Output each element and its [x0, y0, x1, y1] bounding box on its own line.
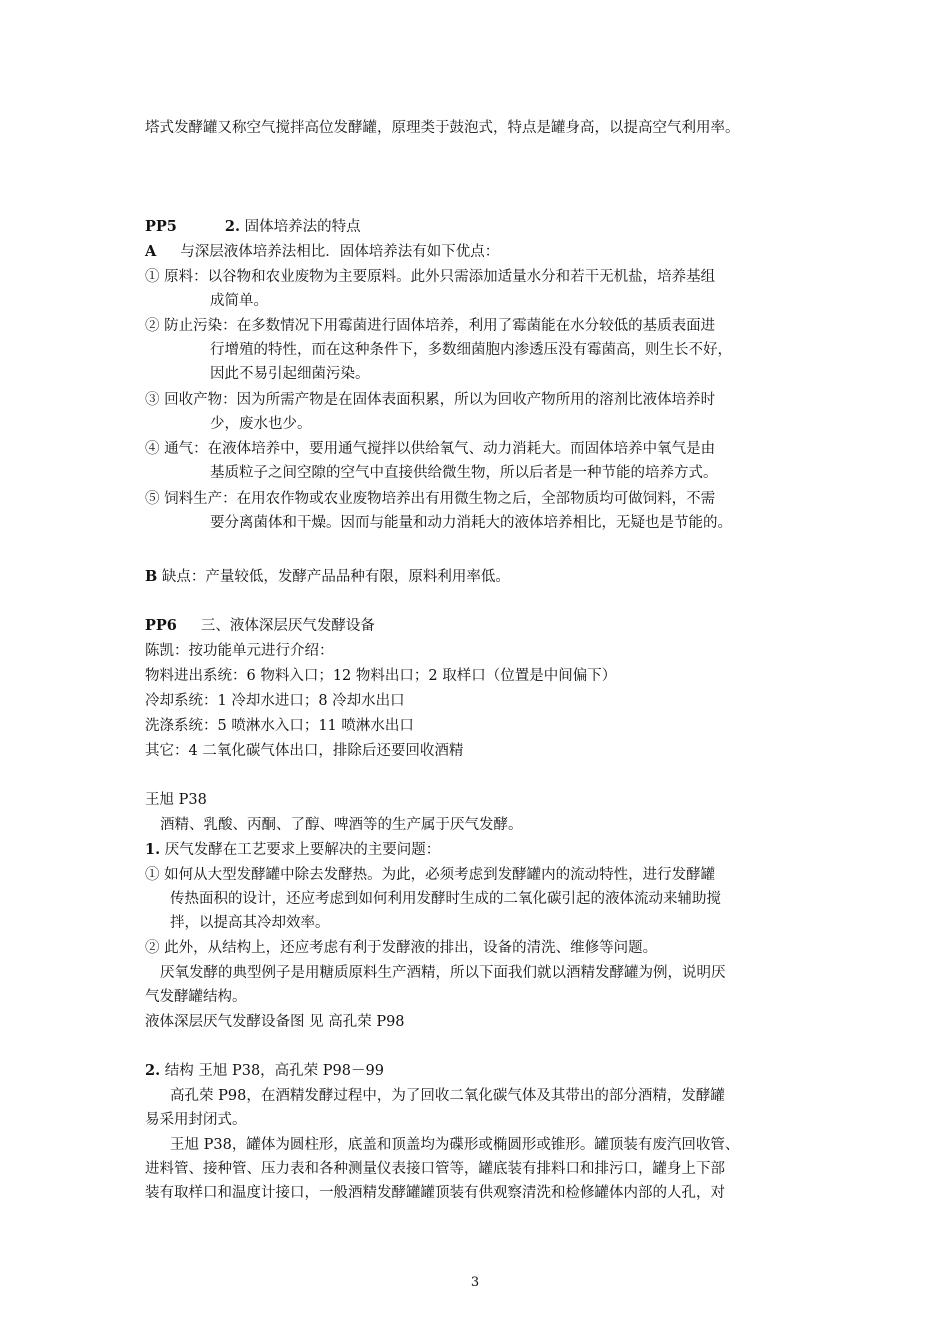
- page-number: 3: [470, 1275, 480, 1290]
- item-marker: ⑤: [145, 491, 160, 507]
- item-line: 少，废水也少。: [210, 416, 312, 432]
- pp5-advantages-intro: [145, 240, 815, 264]
- item-line: 通气：在液体培养中，要用通气搅拌以供给氧气、动力消耗大。而固体培养中氧气是由: [164, 441, 716, 457]
- structure-heading: [145, 1059, 815, 1083]
- structure-paragraph-line: 高孔荣 P98，在酒精发酵过程中，为了回收二氧化碳气体及其带出的部分酒精，发酵罐: [170, 1088, 725, 1104]
- item-line: 饲料生产：在用农作物或农业废物培养出有用微生物之后，全部物质均可做饲料，不需: [164, 491, 716, 507]
- pp5-title: 固体培养法的特点: [244, 219, 361, 235]
- item-marker: ①: [145, 269, 160, 285]
- item-line: 因此不易引起细菌污染。: [210, 366, 370, 382]
- wangxu-question: [145, 838, 815, 862]
- pp5-number: 2.: [224, 218, 241, 235]
- pp5-b-label: B: [145, 568, 158, 585]
- item-line: 此外，从结构上，还应考虑有利于发酵液的排出，设备的清洗、维修等问题。: [164, 940, 658, 956]
- structure-paragraph-line: 装有取样口和温度计接口，一般酒精发酵罐罐顶装有供观察清洗和检修罐体内部的人孔，对: [145, 1185, 725, 1201]
- pp6-title: 三、液体深层厌气发酵设备: [200, 618, 375, 634]
- item-marker: ③: [145, 392, 160, 408]
- wangxu-ref: 王旭 P38: [145, 792, 207, 808]
- item-line: 拌，以提高其冷却效率。: [170, 915, 330, 931]
- list-item-product-recovery: [145, 388, 815, 412]
- pp6-line: 陈凯：按功能单元进行介绍：: [145, 643, 334, 659]
- pp6-line: 物料进出系统：6 物料入口；12 物料出口；2 取样口（位置是中间偏下）: [145, 668, 617, 684]
- pp5-b-text: 缺点：产量较低，发酵产品品种有限，原料利用率低。: [161, 569, 510, 585]
- item-line: 要分离菌体和干燥。因而与能量和动力消耗大的液体培养相比，无疑也是节能的。: [210, 515, 732, 531]
- pp6-line: 洗涤系统：5 喷淋水入口；11 喷淋水出口: [145, 718, 414, 734]
- item-line: 回收产物：因为所需产物是在固体表面积累，所以为回收产物所用的溶剂比液体培养时: [164, 392, 716, 408]
- item-marker: ②: [145, 318, 160, 334]
- list-item-contamination: [145, 314, 815, 338]
- pp6-code: PP6: [145, 617, 177, 634]
- pp5-a-text: 与深层液体培养法相比．固体培养法有如下优点：: [180, 244, 500, 260]
- pp5-disadvantages: [145, 565, 815, 589]
- item-line: 原料：以谷物和农业废物为主要原料。此外只需添加适量水分和若干无机盐，培养基组: [164, 269, 716, 285]
- list-item-raw-material: [145, 265, 815, 289]
- structure-paragraph-line: 进料管、接种管、压力表和各种测量仪表接口管等，罐底装有排料口和排污口，罐身上下部: [145, 1161, 725, 1177]
- pp5-code: PP5: [145, 218, 177, 235]
- structure-paragraph-line: 易采用封闭式。: [145, 1112, 247, 1128]
- intro-paragraph: 塔式发酵罐又称空气搅拌高位发酵罐，原理类于鼓泡式，特点是罐身高，以提高空气利用率。: [145, 120, 740, 136]
- structure-paragraph-line: 王旭 P38，罐体为圆柱形，底盖和顶盖均为碟形或椭圆形或锥形。罐顶装有废汽回收管、: [170, 1137, 740, 1153]
- question-number: 1.: [145, 841, 161, 858]
- item-marker: ②: [145, 940, 160, 956]
- structure-title: 结构 王旭 P38，高孔荣 P98－99: [164, 1063, 384, 1079]
- pp6-heading: [145, 614, 815, 638]
- item-line: 行增殖的特性，而在这种条件下，多数细菌胞内渗透压没有霉菌高，则生长不好，: [210, 342, 732, 358]
- wangxu-item-2: [145, 936, 815, 960]
- item-marker: ①: [145, 867, 160, 883]
- item-line: 防止污染：在多数情况下用霉菌进行固体培养，利用了霉菌能在水分较低的基质表面进: [164, 318, 716, 334]
- item-line: 如何从大型发酵罐中除去发酵热。为此，必须考虑到发酵罐内的流动特性，进行发酵罐: [164, 867, 716, 883]
- item-marker: ④: [145, 441, 160, 457]
- wangxu-paragraph-line: 气发酵罐结构。: [145, 989, 247, 1005]
- pp6-line: 其它：4 二氧化碳气体出口，排除后还要回收酒精: [145, 743, 464, 759]
- wangxu-paragraph-line: 厌氧发酵的典型例子是用糖质原料生产酒精，所以下面我们就以酒精发酵罐为例，说明厌: [160, 965, 726, 981]
- pp5-heading: [145, 215, 815, 239]
- pp5-a-label: A: [145, 243, 157, 260]
- list-item-feed-production: [145, 487, 815, 511]
- item-line: 成简单。: [210, 293, 268, 309]
- structure-number: 2.: [145, 1062, 161, 1079]
- list-item-aeration: [145, 437, 815, 461]
- question-text: 厌气发酵在工艺要求上要解决的主要问题：: [164, 842, 441, 858]
- item-line: 基质粒子之间空隙的空气中直接供给微生物，所以后者是一种节能的培养方式。: [210, 465, 718, 481]
- item-line: 传热面积的设计，还应考虑到如何利用发酵时生成的二氧化碳引起的液体流动来辅助搅: [170, 891, 721, 907]
- wangxu-item-1: [145, 863, 815, 887]
- pp6-line: 冷却系统：1 冷却水进口；8 冷却水出口: [145, 693, 405, 709]
- figure-reference: 液体深层厌气发酵设备图 见 高孔荣 P98: [145, 1014, 405, 1030]
- wangxu-intro: 酒精、乳酸、丙酮、了醇、啤酒等的生产属于厌气发酵。: [160, 817, 523, 833]
